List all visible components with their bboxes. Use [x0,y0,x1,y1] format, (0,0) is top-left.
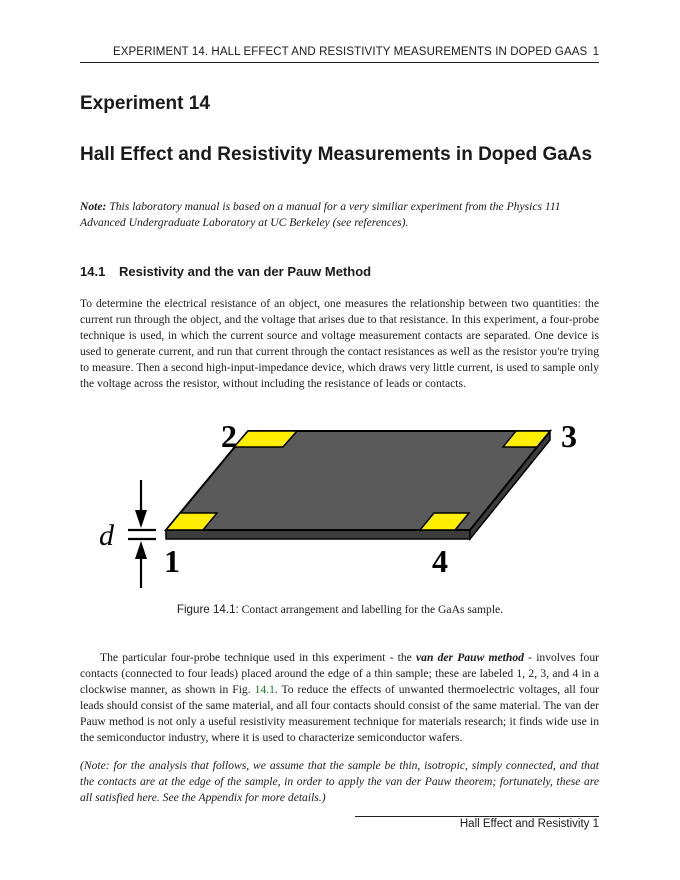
contact-label-3: 3 [561,418,577,454]
figure-caption-text: Contact arrangement and labelling for the GaAs sample. [241,603,504,616]
note [80,199,599,230]
body-paragraph-2 [80,650,599,746]
body-paragraph-3: (Note: for the analysis that follows, we assume that the sample be thin, isotropic, simply connected, and that the contacts are at the edge of the sample, in order to apply the van der Pauw theorem; fortunately, these are all satisfied here. See the Appendix for more details.) [80,759,599,804]
figure-caption-label: Figure 14.1: [176,603,239,616]
note-label: Note: [80,200,107,213]
figure-caption [0,603,680,616]
thickness-arrow-bottom-head [135,541,147,559]
body-paragraph-1: To determine the electrical resistance of an object, one measures the relationship between two quantities: the current run through the object, and the voltage that arises due to that resistance. In this experiment, a four-probe technique is used, in which the current source and voltage measurement contacts are separated. One device is used to generate current, and run that current through the contact resistances as well as the resistor you're trying to measure. Then a second high-input-impedance device, which draws very little current, is used to sample only the voltage across the resistor, without including the resistance of leads or contacts. [80,297,599,390]
contact-label-2: 2 [221,418,237,454]
note-text: This laboratory manual is based on a manual for a very similiar experiment from the Physics 111 Advanced Undergraduate Laboratory at UC Berkeley (see references). [80,200,561,229]
figure-reference-link[interactable]: 14.1 [254,683,275,696]
section-title: Resistivity and the van der Pauw Method [119,264,372,279]
paragraph-2-part-2: - involves four contacts (connected to four leads) placed around the edge of a thin sample; these are labeled 1, 2, 3, and 4 in a clockwise manner, as shown in Fig. [80,651,599,696]
page-footer: Hall Effect and Resistivity 1 [459,818,599,830]
running-header [80,42,599,63]
sample-edge-front [166,530,470,539]
paragraph-2-part-1: The particular four-probe technique used in this experiment - the [100,651,417,664]
section-heading [80,264,371,279]
contact-label-4: 4 [432,543,448,579]
contact-label-1: 1 [164,543,180,579]
running-header-title: EXPERIMENT 14. HALL EFFECT AND RESISTIVITY MEASUREMENTS IN DOPED GAAS [113,46,588,58]
paragraph-2-part-3: . To reduce the effects of unwanted thermoelectric voltages, all four leads should consist of the same material, and all four contacts should consist of the same material. The van der Pauw method is not only a useful resistivity measurement technique for materials research; it finds wide use in the semiconductor industry, where it is used to characterize semiconductor wafers. [80,683,599,744]
sample-figure [0,410,680,590]
footer-rule [355,816,599,817]
van-der-pauw-term: van der Pauw method [416,651,524,664]
running-header-page-number: 1 [592,46,599,58]
chapter-label: Experiment 14 [80,93,210,114]
thickness-label: d [99,519,114,552]
section-number: 14.1 [80,264,106,279]
thickness-arrow-top-head [135,510,147,528]
chapter-title: Hall Effect and Resistivity Measurements in Doped GaAs [80,144,593,165]
